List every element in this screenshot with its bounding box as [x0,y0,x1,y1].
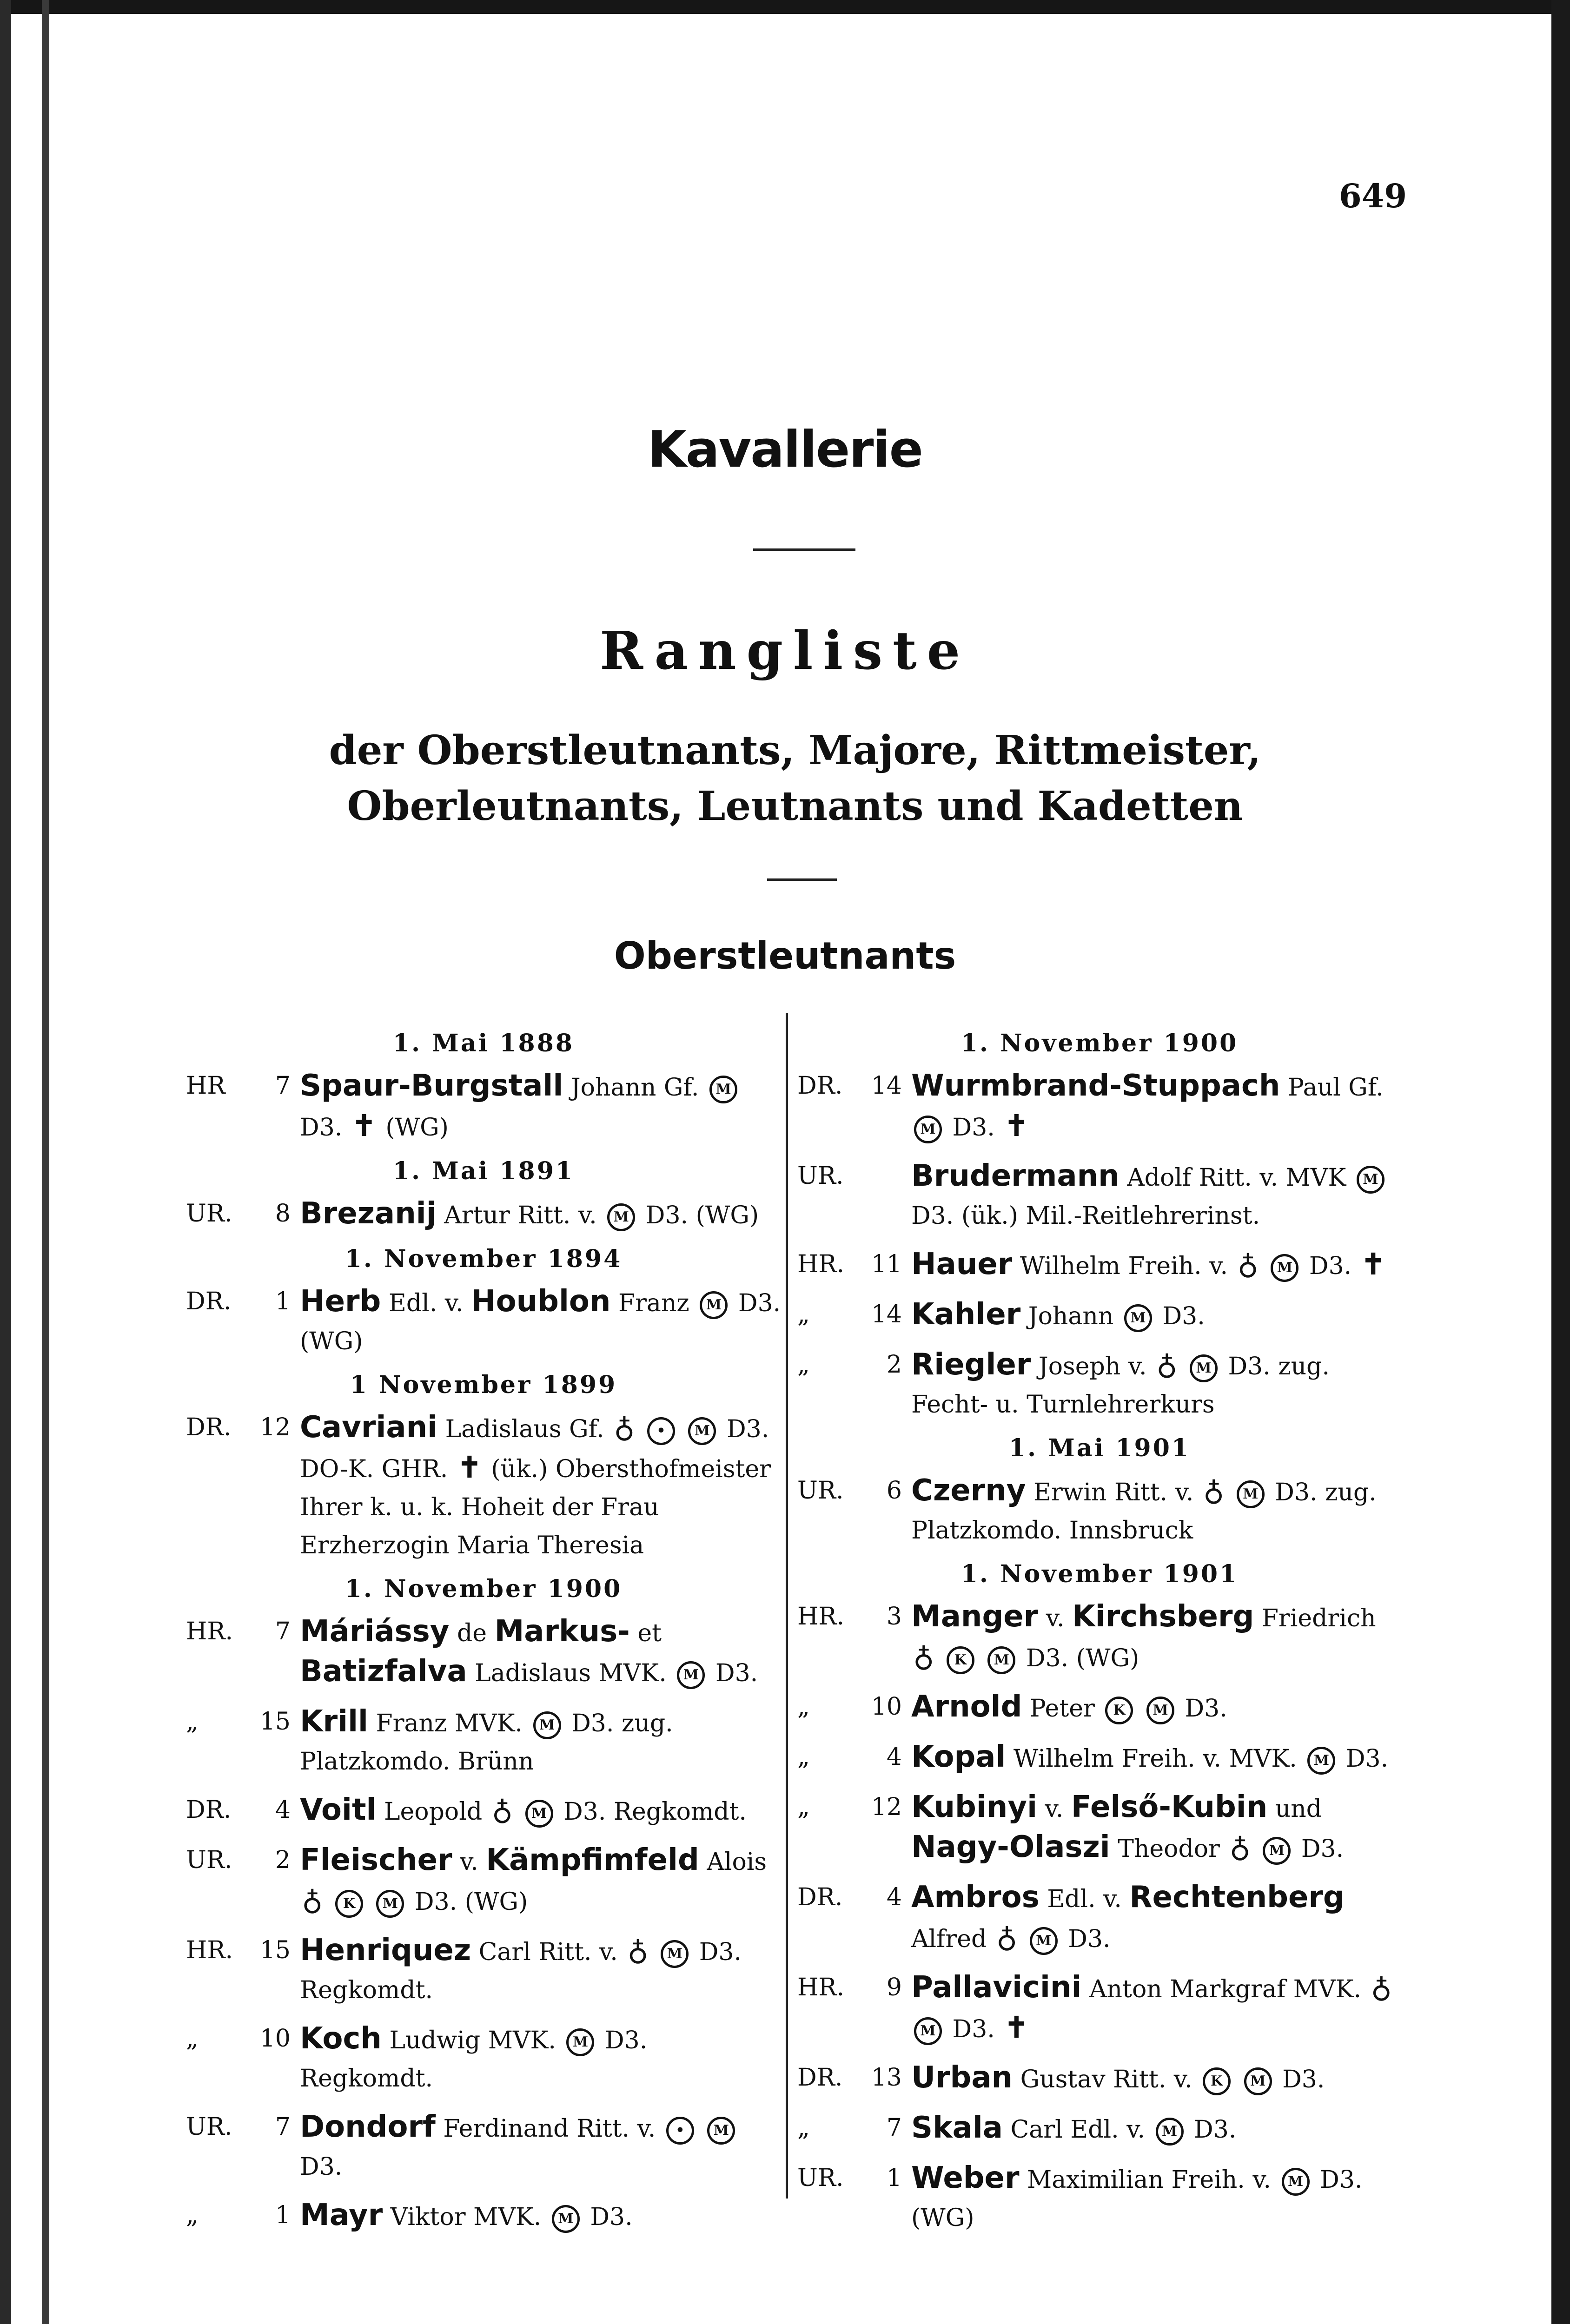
decoration-icon: ♁ [913,1639,934,1673]
scan-border-inner [42,0,49,2324]
promotion-date: 1. November 1900 [961,1029,1239,1057]
regiment: „ [797,1301,810,1328]
regiment-number: 9 [886,1974,902,2001]
officer-name: Kahler [911,1297,1021,1332]
officer-name: Herb [300,1284,381,1319]
cross-icon: ✝ [1004,1109,1029,1142]
entry-text: v. [1045,1795,1064,1823]
entry-text: Franz [618,1289,689,1317]
officer-name-part: Felső-Kubin [1071,1790,1268,1824]
entry-text: D3. Regkomdt. [300,2027,648,2093]
entry-text: et [637,1619,662,1647]
entry-text: de [457,1619,487,1647]
promotion-date: 1. Mai 1888 [392,1029,575,1057]
promotion-date: 1. November 1894 [344,1245,623,1273]
officer-name: Kubinyi [911,1790,1037,1824]
officer-name: Pallavicini [911,1970,1082,2005]
officer-name: Urban [911,2060,1013,2095]
officer-name: Weber [911,2161,1020,2195]
order-m-icon: M [688,1417,716,1445]
officer-name-part: Rechtenberg [1129,1880,1345,1915]
regiment: DR. [186,1413,232,1441]
regiment-number: 4 [886,1743,902,1771]
list-entry [797,1346,1402,1424]
regiment: „ [797,1693,810,1721]
list-entry [186,1841,781,1921]
regiment: HR. [797,1250,845,1278]
regiment-number: 15 [259,1936,291,1964]
regiment: DR. [797,1072,843,1100]
order-m-icon: M [1244,2067,1272,2095]
list-entry [797,2159,1402,2237]
order-m-icon: M [1271,1254,1298,1282]
list-entry [797,1472,1402,1550]
order-m-icon: M [707,2117,735,2145]
order-k-icon: K [947,1646,974,1674]
order-m-icon: M [376,1890,404,1918]
entry-text: D3. (WG) [1026,1644,1139,1672]
entry-text: Wilhelm Freih. v. [1020,1252,1228,1280]
entry-text: D3. [952,2015,995,2043]
entry-text: D3. Regkomdt. [563,1798,747,1826]
list-entry [186,1612,781,1692]
order-m-icon: M [914,2017,942,2045]
promotion-date: 1. November 1900 [344,1575,623,1603]
list-entry [186,1195,781,1235]
entry-text: und [1275,1795,1322,1823]
regiment: UR. [186,1846,232,1874]
list-entry [797,1245,1402,1285]
officer-name: Manger [911,1599,1039,1634]
regiment-number: 2 [275,1846,291,1874]
regiment: DR. [186,1287,232,1315]
entry-text: D3. zug. Fecht- u. Turnlehrerkurs [911,1353,1330,1419]
entry-text: Adolf Ritt. v. MVK [1127,1164,1346,1192]
decoration-icon: ♁ [491,1793,513,1827]
entry-text: Johann [1028,1302,1114,1330]
regiment-number: 1 [886,2164,902,2192]
entry-text: Edl. v. [388,1289,464,1317]
entry-text: D3. zug. Platzkomdo. Brünn [300,1710,673,1776]
promotion-date: 1 November 1899 [350,1371,617,1399]
order-k-icon: K [1105,1697,1133,1724]
regiment-number: 7 [275,1618,291,1645]
regiment: UR. [186,2113,232,2141]
entry-text: D3. (WG) [414,1888,528,1916]
officer-name: Fleischer [300,1843,452,1877]
subtitle: der Oberstleutnants, Majore, Rittmeister, Oberleutnants, Leutnants und Kadetten [329,727,1261,830]
order-m-icon: M [1030,1927,1058,1955]
regiment-number: 8 [275,1200,291,1228]
officer-name: Dondorf [300,2110,436,2144]
list-entry [797,1788,1402,1868]
regiment-number: 7 [275,1072,291,1100]
entry-text: D3. [1194,2116,1237,2144]
officer-name: Kopal [911,1740,1006,1774]
officer-name: Henriquez [300,1933,471,1967]
left-column [186,1027,781,2246]
order-o-icon: • [647,1417,675,1445]
entry-text: Wilhelm Freih. v. MVK. [1013,1745,1297,1773]
list-entry [186,2020,781,2098]
order-m-icon: M [552,2205,580,2233]
order-m-icon: M [700,1291,728,1319]
regiment-number: 14 [871,1301,902,1328]
order-m-icon: M [1237,1480,1265,1508]
promotion-date: 1. November 1901 [961,1560,1239,1588]
regiment-number: 3 [886,1603,902,1631]
order-m-icon: M [1263,1837,1291,1865]
rank-heading: Oberstleutnants [614,934,956,977]
list-entry [186,1408,781,1565]
regiment-number: 15 [259,1708,291,1736]
regiment-number: 2 [886,1351,902,1379]
entry-text: Maximilian Freih. v. [1027,2166,1272,2194]
regiment: HR. [186,1618,233,1645]
entry-text: Viktor MVK. [390,2203,542,2231]
entry-text: Leopold [384,1798,483,1826]
regiment: UR. [797,1477,844,1505]
regiment-number: 7 [275,2113,291,2141]
officer-name-part: Nagy-Olaszi [911,1830,1110,1864]
scan-border-top [0,0,1570,14]
order-m-icon: M [709,1076,737,1103]
divider-rule [753,548,855,551]
officer-name-part: Batizfalva [300,1654,467,1689]
order-k-icon: K [335,1890,363,1918]
entry-text: Franz MVK. [376,1710,523,1737]
regiment-number: 4 [886,1883,902,1911]
entry-text: D3. (ük.) Mil.-Reitlehrerinst. [911,1202,1260,1230]
list-entry [797,2109,1402,2149]
entry-text: D3. [1309,1252,1352,1280]
entry-text: Ladislaus MVK. [475,1659,667,1687]
regiment-number: 1 [275,1287,291,1315]
regiment-number: 12 [871,1793,902,1821]
officer-name: Mayr [300,2198,383,2232]
regiment-number: 14 [871,1072,902,1100]
regiment: UR. [797,2164,844,2192]
entry-text: D3. [1162,1302,1205,1330]
decoration-icon: ♁ [1237,1247,1259,1281]
entry-text: Erwin Ritt. v. [1033,1479,1194,1506]
decoration-icon: ♁ [302,1883,323,1917]
right-column [797,1027,1402,2247]
decoration-icon: ♁ [1371,1970,1392,2004]
regiment-number: 7 [886,2114,902,2142]
officer-name-part: Kirchsberg [1072,1599,1254,1634]
regiment: „ [186,2201,199,2229]
entry-text: D3. [590,2203,633,2231]
list-entry [797,1878,1402,1958]
regiment-number: 10 [871,1693,902,1721]
order-m-icon: M [1190,1354,1218,1382]
regiment: DR. [797,1883,843,1911]
officer-name: Koch [300,2021,382,2056]
entry-text: Gustav Ritt. v. [1020,2066,1192,2093]
regiment: „ [186,2025,199,2053]
entry-text: Ladislaus Gf. [445,1415,604,1443]
officer-name-part: Kämpfimfeld [486,1843,699,1877]
order-m-icon: M [1156,2118,1184,2146]
regiment: HR. [186,1936,233,1964]
cross-icon: ✝ [457,1450,482,1484]
officer-name: Ambros [911,1880,1040,1915]
officer-name: Cavriani [300,1410,438,1445]
entry-text: D3. [1068,1925,1111,1953]
entry-text: D3. zug. Platzkomdo. Innsbruck [911,1479,1377,1545]
officer-name: Voitl [300,1793,377,1827]
list-entry [797,1738,1402,1778]
entry-text: Ludwig MVK. [389,2027,556,2054]
list-entry [186,1791,781,1831]
order-m-icon: M [1282,2168,1310,2196]
entry-text: v. [1046,1604,1065,1632]
officer-name: Arnold [911,1690,1022,1724]
regiment: UR. [797,1162,844,1190]
regiment: „ [797,2114,810,2142]
column-divider [786,1013,788,2199]
regiment: HR. [797,1603,845,1631]
officer-name: Spaur-Burgstall [300,1069,563,1103]
regiment: „ [186,1708,199,1736]
order-m-icon: M [566,2028,594,2056]
regiment: DR. [186,1796,232,1824]
officer-name: Riegler [911,1347,1031,1382]
list-entry [797,1157,1402,1235]
entry-text: D3. [1282,2066,1325,2093]
entry-text: Anton Markgraf MVK. [1089,1975,1361,2003]
entry-text: Alfred [911,1925,987,1953]
entry-text: Ferdinand Ritt. v. [443,2115,656,2143]
divider-rule [767,878,837,881]
regiment: HR. [797,1974,845,2001]
entry-text: Edl. v. [1047,1885,1122,1913]
decoration-icon: ♁ [627,1933,649,1967]
officer-name: Hauer [911,1247,1013,1281]
order-m-icon: M [914,1116,942,1143]
regiment-number: 12 [259,1413,291,1441]
order-m-icon: M [987,1646,1015,1674]
order-k-icon: K [1203,2067,1231,2095]
decoration-icon: ♁ [1156,1347,1178,1381]
list-entry [797,1688,1402,1728]
decoration-icon: ♁ [996,1920,1018,1954]
decoration-icon: ♁ [1203,1473,1225,1507]
regiment: „ [797,1351,810,1379]
entry-text: Joseph v. [1038,1353,1147,1380]
list-entry [186,1703,781,1781]
cross-icon: ✝ [1361,1247,1385,1281]
entry-text: Carl Edl. v. [1010,2116,1145,2144]
entry-text: D3. (WG) [645,1202,759,1229]
officer-name: Krill [300,1704,368,1739]
order-m-icon: M [1146,1697,1174,1724]
regiment-number: 4 [275,1796,291,1824]
regiment-number: 6 [886,1477,902,1505]
order-m-icon: M [533,1711,561,1739]
list-entry [186,2108,781,2186]
officer-name-part: Houblon [471,1284,611,1319]
officer-name: Brudermann [911,1159,1120,1193]
order-m-icon: M [1307,1747,1335,1775]
page-number: 649 [1339,177,1407,215]
regiment: DR. [797,2064,843,2092]
officer-name: Skala [911,2111,1003,2145]
list-entry [797,1295,1402,1335]
regiment: UR. [186,1200,232,1228]
order-m-icon: M [1357,1166,1385,1194]
promotion-date: 1. Mai 1891 [392,1157,575,1185]
scan-border-left [0,0,11,2324]
entry-text: Peter [1029,1695,1095,1723]
order-m-icon: M [525,1800,553,1828]
entry-text: Johann Gf. [570,1074,699,1102]
regiment-number: 13 [871,2064,902,2092]
entry-text: Alois [707,1848,767,1876]
officer-name: Máriássy [300,1614,450,1649]
entry-text: D3. [300,2153,343,2181]
entry-text: D3. [952,1114,995,1142]
entry-text: D3. [300,1114,343,1142]
cross-icon: ✝ [1004,2010,1029,2044]
list-entry [186,1067,781,1147]
scan-border-right [1551,0,1570,2324]
order-m-icon: M [661,1940,689,1968]
list-entry [797,2059,1402,2099]
cross-icon: ✝ [351,1109,376,1142]
entry-text: Artur Ritt. v. [444,1202,597,1229]
list-entry [186,2196,781,2236]
list-entry [186,1931,781,2009]
entry-text: D3. Regkomdt. [300,1938,742,2004]
regiment-number: 1 [275,2201,291,2229]
list-entry [186,1282,781,1360]
list-entry [797,1067,1402,1147]
entry-text: D3. (WG) [911,2166,1363,2232]
regiment: „ [797,1743,810,1771]
entry-text: v. [460,1848,478,1876]
entry-text: D3. [1185,1695,1227,1723]
decoration-icon: ♁ [614,1410,635,1444]
main-title: Rangliste [599,621,971,681]
section-title: Kavallerie [648,421,922,479]
order-m-icon: M [607,1203,635,1231]
entry-text: D3. (WG) [300,1289,781,1355]
entry-text: Carl Ritt. v. [478,1938,618,1966]
officer-name: Wurmbrand-Stuppach [911,1069,1280,1103]
officer-name: Czerny [911,1473,1026,1508]
order-o-icon: • [666,2117,694,2145]
order-m-icon: M [1124,1304,1152,1332]
entry-text: Friedrich [1261,1604,1376,1632]
entry-text: D3. [715,1659,758,1687]
entry-text: D3. [1301,1835,1344,1863]
entry-text: Theodor [1118,1835,1220,1863]
promotion-date: 1. Mai 1901 [1008,1434,1191,1462]
officer-name: Brezanij [300,1196,437,1231]
entry-text: D3. [1345,1745,1389,1773]
regiment: HR [186,1072,225,1100]
regiment: „ [797,1793,810,1821]
decoration-icon: ♁ [1229,1830,1251,1864]
entry-text: (WG) [385,1114,449,1142]
list-entry [797,1598,1402,1677]
regiment-number: 10 [259,2025,291,2053]
entry-text: D3. DO-K. GHR. [300,1415,769,1483]
order-m-icon: M [677,1661,705,1689]
list-entry [797,1968,1402,2048]
entry-text: (ük.) Obersthofmeister Ihrer k. u. k. Hoheit der Frau Erzherzogin Maria Theresia [300,1455,771,1559]
officer-name-part: Markus- [494,1614,630,1649]
entry-text: Paul Gf. [1288,1074,1384,1102]
regiment-number: 11 [871,1250,902,1278]
